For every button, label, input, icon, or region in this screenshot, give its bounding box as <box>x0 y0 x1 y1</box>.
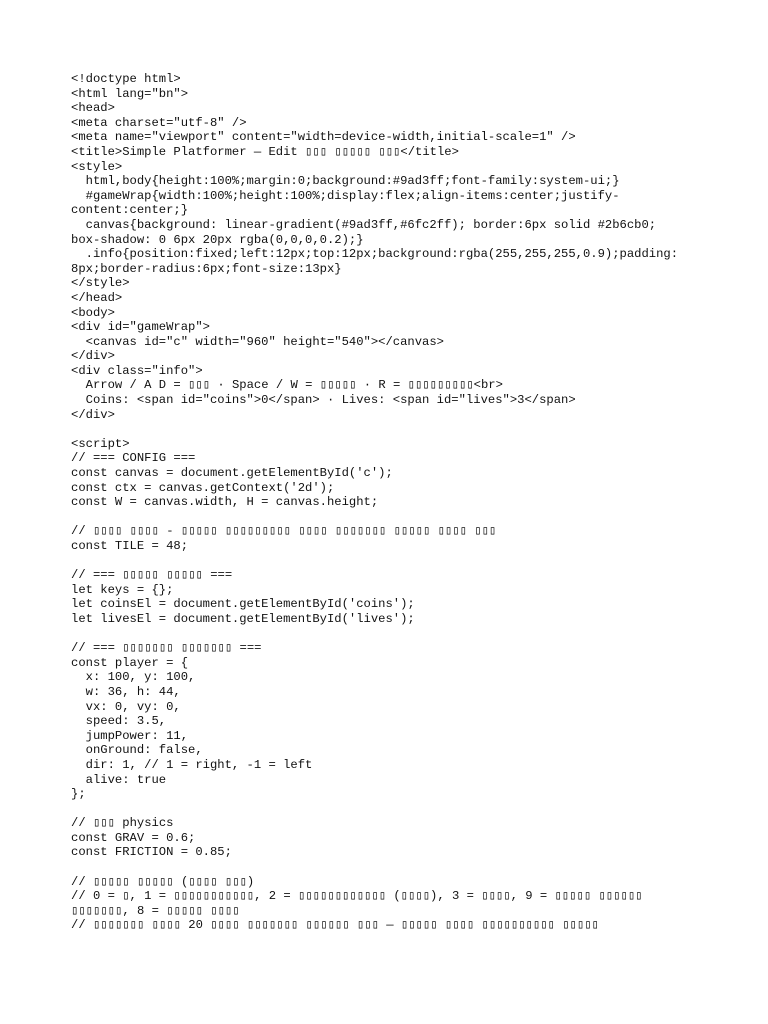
code-line: canvas{background: linear-gradient(#9ad3ff,#6fc2ff); border:6px solid #2b6cb0; <box>71 217 657 232</box>
code-line: let keys = {}; <box>71 582 174 597</box>
code-line <box>71 422 751 437</box>
code-line: </head> <box>71 290 123 305</box>
code-line: // ▯▯▯▯▯▯▯ ▯▯▯▯ 20 ▯▯▯▯ ▯▯▯▯▯▯▯ ▯▯▯▯▯▯ ▯▯▯ — ▯▯▯▯▯ ▯▯▯▯ ▯▯▯▯▯▯▯▯▯▯ ▯▯▯▯▯ <box>71 918 599 933</box>
code-line: }; <box>71 787 86 802</box>
code-line: const ctx = canvas.getContext('2d'); <box>71 480 335 495</box>
code-listing <box>71 72 751 933</box>
code-line: </div> <box>71 407 115 422</box>
code-line: const GRAV = 0.6; <box>71 830 196 845</box>
code-line: const TILE = 48; <box>71 539 189 553</box>
code-line: <meta charset="utf-8" /> <box>71 115 247 130</box>
code-line: const canvas = document.getElementById('c'); <box>71 466 393 481</box>
code-line: html,body{height:100%;margin:0;background:#9ad3ff;font-family:system-ui;} <box>71 174 620 189</box>
code-line: <body> <box>71 305 115 320</box>
code-line: <meta name="viewport" content="width=device-width,initial-scale=1" /> <box>71 130 576 145</box>
code-line: onGround: false, <box>71 743 203 758</box>
code-line: jumpPower: 11, <box>71 728 189 743</box>
code-line: // 0 = ▯, 1 = ▯▯▯▯▯▯▯▯▯▯▯, 2 = ▯▯▯▯▯▯▯▯▯▯▯▯ (▯▯▯▯), 3 = ▯▯▯▯, 9 = ▯▯▯▯▯ ▯▯▯▯▯▯ <box>71 889 643 904</box>
code-line: let coinsEl = document.getElementById('coins'); <box>71 597 415 612</box>
code-line: </style> <box>71 276 130 291</box>
code-line: w: 36, h: 44, <box>71 684 181 699</box>
code-line <box>71 627 751 642</box>
code-line <box>71 860 751 875</box>
code-line <box>71 802 751 817</box>
code-line: vx: 0, vy: 0, <box>71 699 181 714</box>
code-line: // ▯▯▯▯▯ ▯▯▯▯▯ (▯▯▯▯ ▯▯▯) <box>71 874 255 889</box>
code-line: ▯▯▯▯▯▯▯, 8 = ▯▯▯▯▯ ▯▯▯▯ <box>71 903 240 918</box>
code-line: Arrow / A D = ▯▯▯ · Space / W = ▯▯▯▯▯ · R = ▯▯▯▯▯▯▯▯▯<br> <box>71 378 503 393</box>
code-line: <head> <box>71 101 115 116</box>
code-line: box-shadow: 0 6px 20px rgba(0,0,0,0.2);} <box>71 232 364 247</box>
code-line <box>71 510 751 525</box>
code-line: <!doctype html> <box>71 72 181 86</box>
code-line: content:center;} <box>71 203 189 218</box>
code-line: <div class="info"> <box>71 363 203 378</box>
code-line: .info{position:fixed;left:12px;top:12px;background:rgba(255,255,255,0.9);padding: <box>71 247 679 262</box>
code-line: // === ▯▯▯▯▯▯▯ ▯▯▯▯▯▯▯ === <box>71 641 262 656</box>
code-line: Coins: <span id="coins">0</span> · Lives: <span id="lives">3</span> <box>71 393 576 408</box>
code-line: const player = { <box>71 655 189 670</box>
code-line: // === CONFIG === <box>71 451 196 466</box>
code-line: dir: 1, // 1 = right, -1 = left <box>71 757 313 772</box>
code-line: <title>Simple Platformer — Edit ▯▯▯ ▯▯▯▯▯ ▯▯▯</title> <box>71 144 459 159</box>
code-line: 8px;border-radius:6px;font-size:13px} <box>71 261 342 276</box>
code-line: <canvas id="c" width="960" height="540"></canvas> <box>71 334 444 349</box>
code-line: </div> <box>71 349 115 364</box>
code-line: #gameWrap{width:100%;height:100%;display:flex;align-items:center;justify- <box>71 188 620 203</box>
code-line: // === ▯▯▯▯▯ ▯▯▯▯▯ === <box>71 568 233 583</box>
code-line: speed: 3.5, <box>71 714 167 729</box>
code-line: <div id="gameWrap"> <box>71 320 210 335</box>
code-line: <style> <box>71 159 123 174</box>
code-line: // ▯▯▯ physics <box>71 816 174 831</box>
code-line: const FRICTION = 0.85; <box>71 845 232 860</box>
code-line: const W = canvas.width, H = canvas.height; <box>71 495 379 510</box>
code-line: <script> <box>71 436 130 451</box>
code-line: x: 100, y: 100, <box>71 670 196 685</box>
code-line: <html lang="bn"> <box>71 86 189 101</box>
code-line: alive: true <box>71 772 167 787</box>
code-line <box>71 554 751 569</box>
code-line: // ▯▯▯▯ ▯▯▯▯ - ▯▯▯▯▯ ▯▯▯▯▯▯▯▯▯ ▯▯▯▯ ▯▯▯▯▯▯▯ ▯▯▯▯▯ ▯▯▯▯ ▯▯▯ <box>71 524 497 539</box>
code-line: let livesEl = document.getElementById('lives'); <box>71 611 415 626</box>
